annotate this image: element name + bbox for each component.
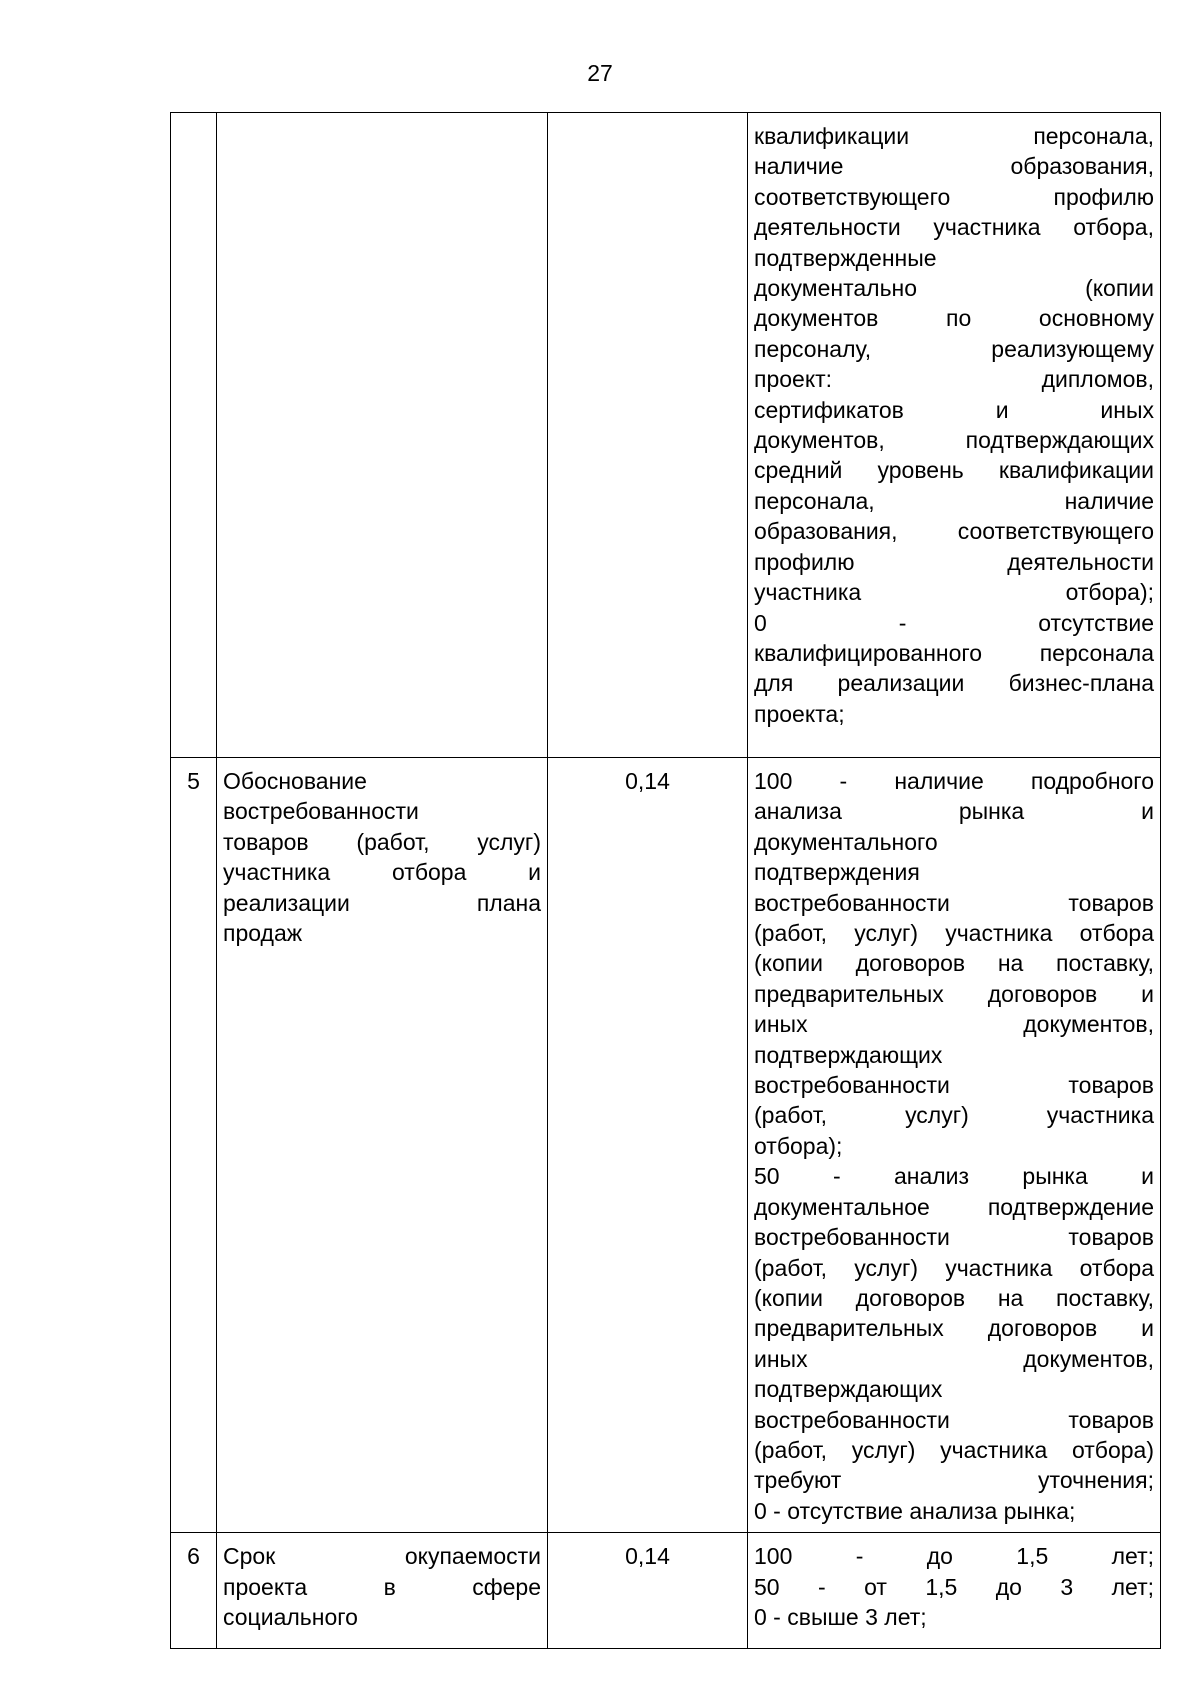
criteria-table-body <box>171 113 1161 1649</box>
scoring-description-line: образования, соответствующего <box>754 518 1154 545</box>
scoring-description-line: требуют уточнения; <box>754 1467 1154 1494</box>
scoring-description-line: предварительных договоров и <box>754 980 1154 1007</box>
scoring-description-line: профилю деятельности <box>754 548 1154 575</box>
scoring-description-line: 50 - от 1,5 до 3 лет; <box>754 1573 1154 1600</box>
scoring-description-line: востребованности товаров <box>754 1406 1154 1433</box>
scoring-description-line: персоналу, реализующему <box>754 335 1154 362</box>
weight-cell: 0,14 <box>548 1533 748 1649</box>
scoring-description-cell <box>748 1533 1161 1649</box>
scoring-description-line: подтвержденные <box>754 244 937 271</box>
scoring-description-line: (работ, услуг) участника отбора) <box>754 1436 1154 1463</box>
criterion-name-line: товаров (работ, услуг) <box>223 828 541 855</box>
scoring-description-line: (работ, услуг) участника отбора <box>754 1254 1154 1281</box>
scoring-description-line: подтверждающих <box>754 1041 943 1068</box>
criterion-name-line: участника отбора и <box>223 859 541 886</box>
scoring-description-line: квалификации персонала, <box>754 123 1154 149</box>
scoring-description-line: проект: дипломов, <box>754 366 1154 393</box>
scoring-description-line: (копии договоров на поставку, <box>754 1284 1154 1311</box>
scoring-description-line: документально (копии <box>754 275 1154 302</box>
scoring-description-line: деятельности участника отбора, <box>754 214 1154 241</box>
table-row <box>171 1533 1161 1649</box>
scoring-description-line: документов, подтверждающих <box>754 427 1154 454</box>
scoring-description-line: (работ, услуг) участника отбора <box>754 920 1154 947</box>
criterion-name-cell <box>217 1533 548 1649</box>
scoring-description-line: 0 - отсутствие анализа рынка; <box>754 1497 1076 1524</box>
scoring-description-line: проекта; <box>754 700 845 727</box>
scoring-description-line: 0 - свыше 3 лет; <box>754 1603 927 1630</box>
scoring-description-line: соответствующего профилю <box>754 183 1154 210</box>
scoring-description-line: 100 - до 1,5 лет; <box>754 1543 1154 1570</box>
scoring-description-line: 0 - отсутствие <box>754 609 1154 636</box>
scoring-description-line: анализа рынка и <box>754 798 1154 825</box>
criterion-name-cell <box>217 758 548 1533</box>
scoring-description-line: средний уровень квалификации <box>754 457 1154 484</box>
row-number-cell: 5 <box>171 758 217 1533</box>
scoring-description-line: квалифицированного персонала <box>754 639 1154 666</box>
row-number-cell <box>171 113 217 758</box>
page-number: 27 <box>587 60 613 86</box>
scoring-description-line: иных документов, <box>754 1011 1154 1038</box>
scoring-description-line: подтверждения <box>754 859 920 886</box>
row-number-cell: 6 <box>171 1533 217 1649</box>
criterion-name-line: продаж <box>223 920 303 947</box>
scoring-description-line: документальное подтверждение <box>754 1193 1154 1220</box>
criterion-name-line: проекта в сфере <box>223 1573 541 1600</box>
scoring-description-line: отбора); <box>754 1132 843 1159</box>
scoring-description-line: 100 - наличие подробного <box>754 768 1154 794</box>
criterion-name-line: реализации плана <box>223 889 541 916</box>
scoring-description-line: востребованности товаров <box>754 1224 1154 1251</box>
scoring-description-line: наличие образования, <box>754 153 1154 180</box>
scoring-description-line: (копии договоров на поставку, <box>754 950 1154 977</box>
table-row <box>171 113 1161 758</box>
scoring-description-line: сертификатов и иных <box>754 396 1154 423</box>
table-row <box>171 758 1161 1533</box>
scoring-description-line: документов по основному <box>754 305 1154 332</box>
scoring-description-line: участника отбора); <box>754 579 1154 606</box>
criterion-name-line: Срок окупаемости <box>223 1543 541 1570</box>
weight-cell <box>548 113 748 758</box>
scoring-description-line: востребованности товаров <box>754 1072 1154 1099</box>
scoring-description-line: документального <box>754 828 938 855</box>
scoring-description-line: персонала, наличие <box>754 487 1154 514</box>
scoring-description-line: 50 - анализ рынка и <box>754 1163 1154 1190</box>
scoring-description-line: подтверждающих <box>754 1376 943 1403</box>
scoring-description-cell <box>748 113 1161 758</box>
scoring-description-line: (работ, услуг) участника <box>754 1102 1154 1129</box>
criterion-name-line: социального <box>223 1603 358 1630</box>
scoring-description-line: предварительных договоров и <box>754 1315 1154 1342</box>
weight-cell: 0,14 <box>548 758 748 1533</box>
criteria-table <box>170 112 1161 1649</box>
scoring-description-line: востребованности товаров <box>754 889 1154 916</box>
scoring-description-cell <box>748 758 1161 1533</box>
criterion-name-line: Обоснование <box>223 768 367 794</box>
criterion-name-cell <box>217 113 548 758</box>
scoring-description-line: для реализации бизнес-плана <box>754 670 1154 697</box>
criterion-name-line: востребованности <box>223 798 419 825</box>
scoring-description-line: иных документов, <box>754 1345 1154 1372</box>
